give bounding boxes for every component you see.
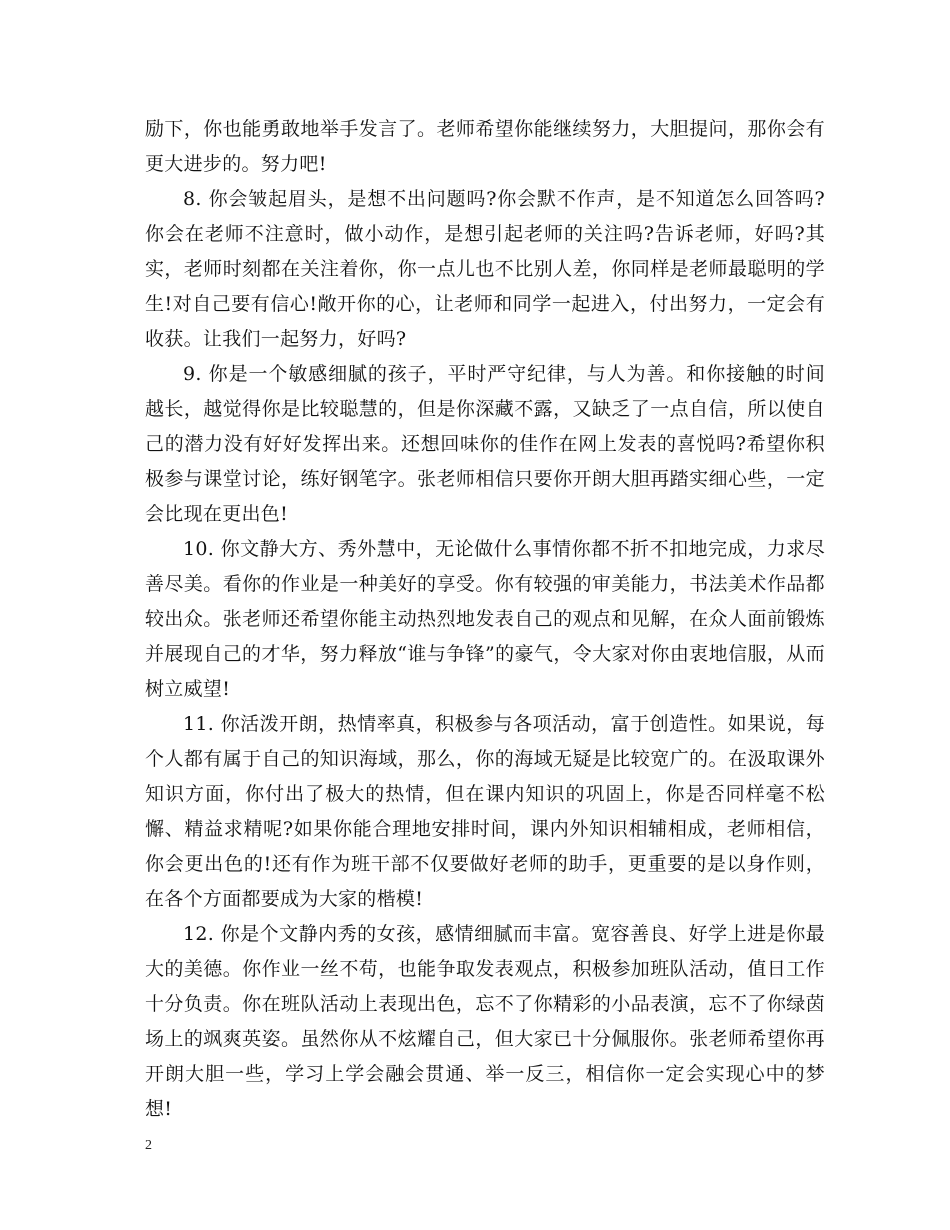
paragraph-item-10: 10. 你文静大方、秀外慧中，无论做什么事情你都不折不扣地完成，力求尽善尽美。看你的作业是一种美好的享受。你有较强的审美能力，书法美术作品都较出众。张老师还希望你能主动热烈地发表自己的观点和见解，在众人面前锻炼并展现自己的才华，努力释放“谁与争锋”的豪气，令大家对你由衷地信服，从而树立威望! [145,538,825,700]
document-body [145,112,825,1127]
page-number: 2 [145,1138,152,1153]
paragraph-item-9: 9. 你是一个敏感细腻的孩子，平时严守纪律，与人为善。和你接触的时间越长，越觉得你是比较聪慧的，但是你深藏不露，又缺乏了一点自信，所以使自己的潜力没有好好发挥出来。还想回味你的佳作在网上发表的喜悦吗?希望你积极参与课堂讨论，练好钢笔字。张老师相信只要你开朗大胆再踏实细心些，一定会比现在更出色! [145,363,825,525]
paragraph-item-8: 8. 你会皱起眉头，是想不出问题吗?你会默不作声，是不知道怎么回答吗?你会在老师不注意时，做小动作，是想引起老师的关注吗?告诉老师，好吗?其实，老师时刻都在关注着你，你一点儿也不比别人差，你同样是老师最聪明的学生!对自己要有信心!敞开你的心，让老师和同学一起进入，付出努力，一定会有收获。让我们一起努力，好吗? [145,188,825,350]
paragraph-continuation: 励下，你也能勇敢地举手发言了。老师希望你能继续努力，大胆提问，那你会有更大进步的。努力吧! [145,118,825,175]
paragraph-item-12: 12. 你是个文静内秀的女孩，感情细腻而丰富。宽容善良、好学上进是你最大的美德。你作业一丝不苟，也能争取发表观点，积极参加班队活动，值日工作十分负责。你在班队活动上表现出色，忘不了你精彩的小品表演，忘不了你绿茵场上的飒爽英姿。虽然你从不炫耀自己，但大家已十分佩服你。张老师希望你再开朗大胆一些，学习上学会融会贯通、举一反三，相信你一定会实现心中的梦想! [145,923,825,1120]
paragraph-item-11: 11. 你活泼开朗，热情率真，积极参与各项活动，富于创造性。如果说，每个人都有属于自己的知识海域，那么，你的海域无疑是比较宽广的。在汲取课外知识方面，你付出了极大的热情，但在课内知识的巩固上，你是否同样毫不松懈、精益求精呢?如果你能合理地安排时间，课内外知识相辅相成，老师相信，你会更出色的!还有作为班干部不仅要做好老师的助手，更重要的是以身作则，在各个方面都要成为大家的楷模! [145,713,825,910]
